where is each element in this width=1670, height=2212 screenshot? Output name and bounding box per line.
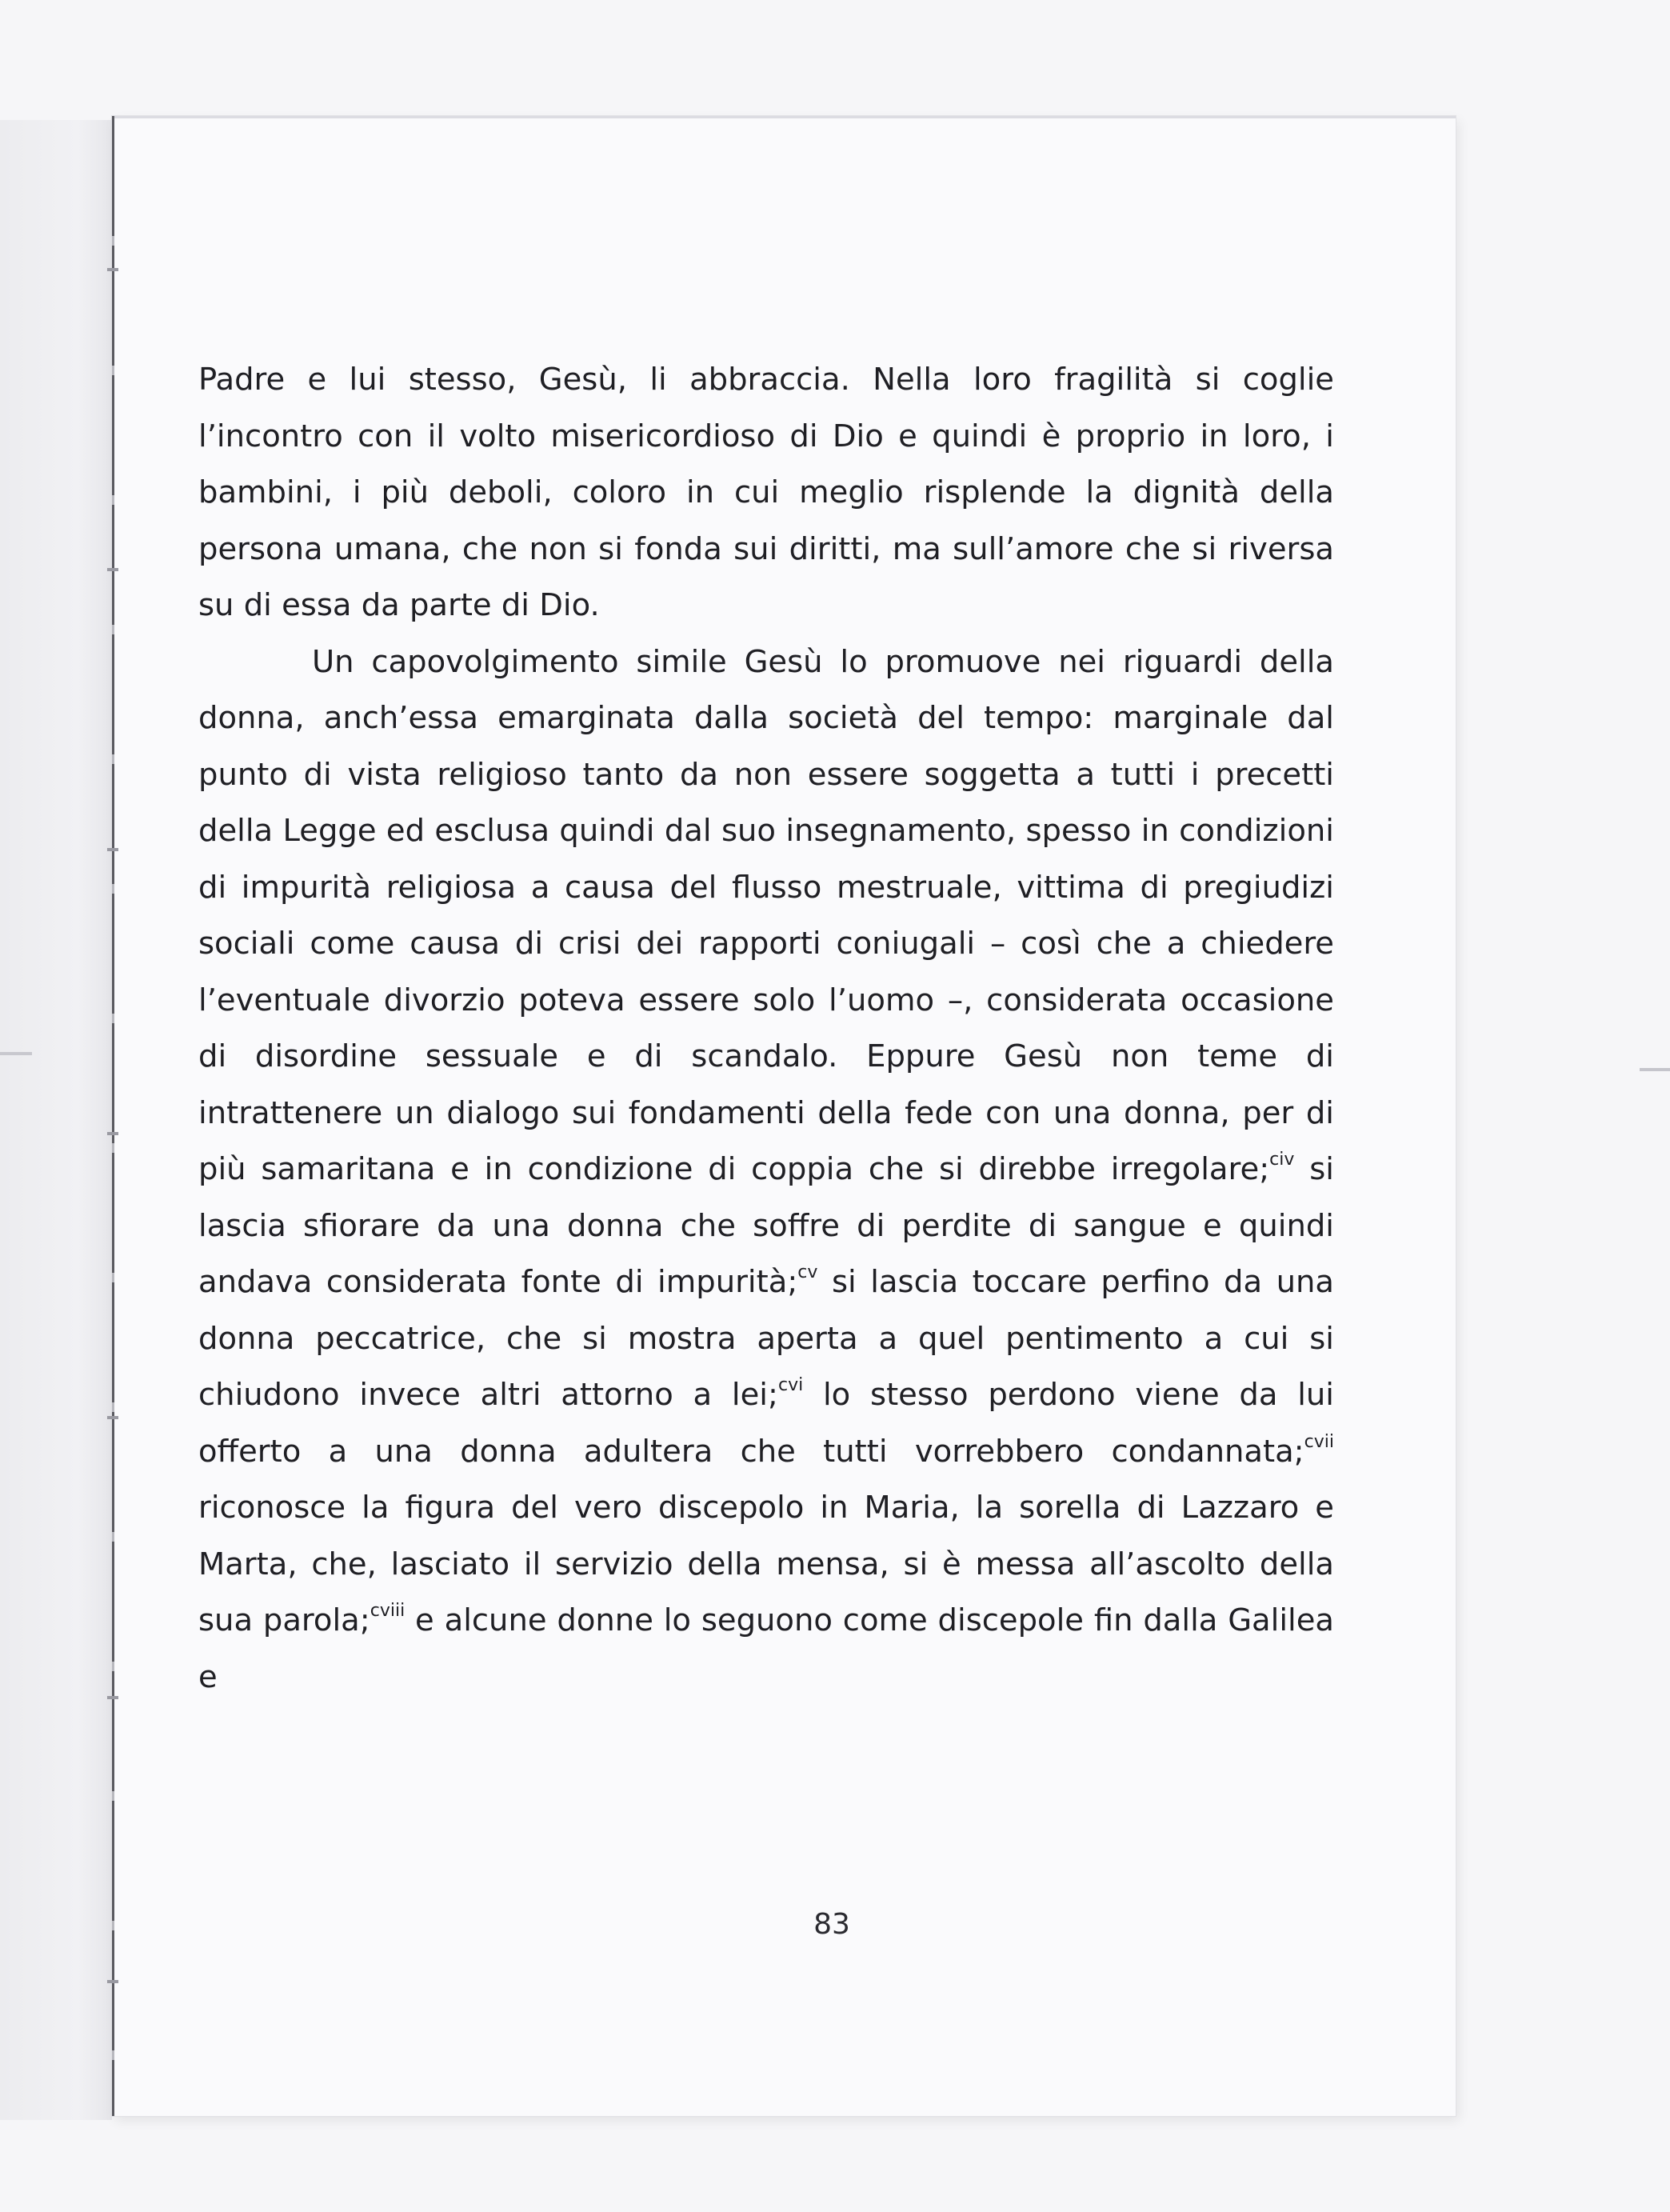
text-run: lo stesso perdono viene da lui offerto a una donna adultera che tutti vorrebbero condannata; xyxy=(198,1377,1334,1470)
body-text xyxy=(198,352,1334,1706)
text-run: riconosce la figura del vero discepolo in Maria, la sorella di Lazzaro e Marta, che, lasciato il servizio della mensa, si è messa all’ascolto della sua parola; xyxy=(198,1490,1334,1638)
text-run: si lascia toccare perfino da una donna peccatrice, che si mostra aperta a quel pentimento a cui si chiudono invece altri attorno a lei; xyxy=(198,1264,1334,1413)
margin-mark xyxy=(1640,1068,1670,1071)
paragraph xyxy=(198,634,1334,1706)
text-run: si lascia sfiorare da una donna che soffre di perdite di sangue e quindi andava considerata fonte di impurità; xyxy=(198,1151,1334,1300)
footnote-reference: cvii xyxy=(1304,1431,1334,1452)
footnote-reference: cv xyxy=(797,1262,818,1283)
paragraph xyxy=(198,352,1334,634)
footnote-reference: cvi xyxy=(777,1375,804,1396)
binding-stitch xyxy=(107,568,118,571)
margin-mark xyxy=(0,1052,32,1055)
page-edge xyxy=(112,116,1456,118)
text-run: Padre e lui stesso, Gesù, li abbraccia. Nella loro fragilità si coglie l’incontro con il volto misericordioso di Dio e quindi è proprio in loro, i bambini, i più deboli, coloro in cui meglio risplende la dignità della persona umana, che non si fonda sui diritti, ma sull’amore che si riversa su di essa da parte di Dio. xyxy=(198,362,1334,623)
page-number: 83 xyxy=(813,1908,850,1941)
binding-stitch xyxy=(107,1980,118,1983)
footnote-reference: cviii xyxy=(370,1601,406,1622)
footnote-reference: civ xyxy=(1269,1150,1295,1170)
binding-stitch xyxy=(107,1132,118,1135)
facing-page-edge xyxy=(0,120,112,2120)
binding-stitch xyxy=(107,848,118,851)
binding-gutter xyxy=(112,116,114,2116)
binding-stitch xyxy=(107,1416,118,1419)
text-run: e alcune donne lo seguono come discepole fin dalla Galilea e xyxy=(198,1602,1335,1695)
binding-stitch xyxy=(107,268,118,271)
binding-stitch xyxy=(107,1696,118,1699)
text-run: Un capovolgimento simile Gesù lo promuove nei riguardi della donna, anch’essa emarginata dalla società del tempo: marginale dal punto di vista religioso tanto da non essere soggetta a tutti i precetti della Legge ed esclusa quindi dal suo insegnamento, spesso in condizioni di impurità religiosa a causa del flusso mestruale, vittima di pregiudizi sociali come causa di crisi dei rapporti coniugali – così che a chiedere l’eventuale divorzio poteva essere solo l’uomo –, considerata occasione di disordine sessuale e di scandalo. Eppure Gesù non teme di intrattenere un dialogo sui fondamenti della fede con una donna, per di più samaritana e in condizione di coppia che si direbbe irregolare; xyxy=(198,643,1334,1187)
